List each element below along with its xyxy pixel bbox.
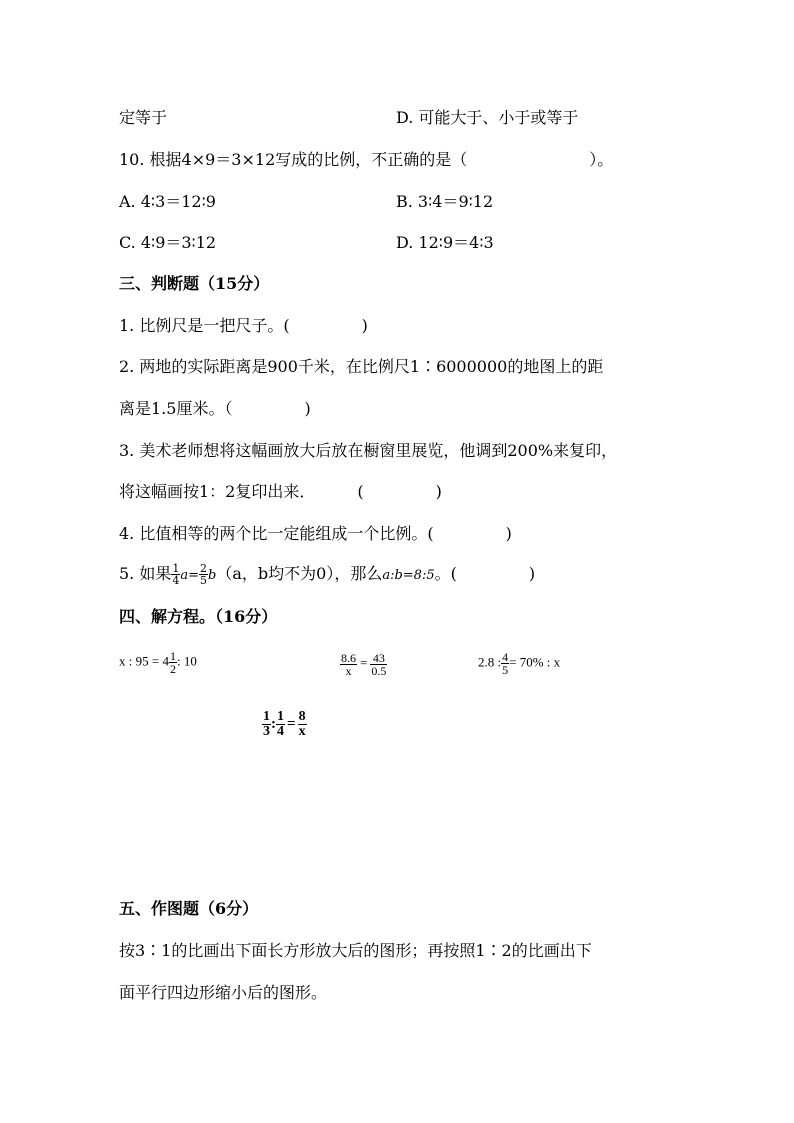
section5-line2: 面平行四边形缩小后的图形。	[119, 983, 328, 1002]
fraction-numerator: 8.6	[341, 651, 356, 665]
q10-stem	[119, 149, 613, 171]
fraction-numerator: 4	[502, 650, 509, 664]
judge-item-3-line2	[119, 481, 442, 503]
equation-1-left: x : 95 = 4	[119, 653, 169, 669]
judge-item-4-text: 4. 比值相等的两个比一定能组成一个比例。(	[119, 524, 434, 543]
judge-item-2-line1: 2. 两地的实际距离是900千米，在比例尺1∶6000000的地图上的距	[119, 357, 604, 376]
q10-option-d: D. 12∶9＝4∶3	[396, 233, 494, 252]
variable-a: a	[180, 568, 189, 583]
equation-3-left: 2.8 :	[478, 654, 502, 670]
fraction	[298, 710, 307, 739]
equation-4	[262, 710, 307, 739]
q10-option-c: C. 4∶9＝3∶12	[119, 233, 217, 252]
q10-stem-text: 10. 根据4×9＝3×12写成的比例，不正确的是（	[119, 150, 468, 169]
q10-option-b: B. 3∶4＝9∶12	[396, 192, 494, 211]
equation-3-right: = 70% : x	[509, 654, 561, 670]
equals-sign: =	[287, 715, 296, 732]
fraction-denominator: 5	[200, 574, 208, 587]
fraction-denominator: 5	[502, 663, 509, 677]
judge-item-3-open: (	[357, 482, 364, 501]
fraction-numerator: 8	[298, 709, 306, 724]
equation-2	[340, 652, 387, 677]
fraction	[169, 650, 177, 675]
fraction-numerator: 43	[370, 652, 387, 665]
section5-title: 五、作图题（6分）	[119, 899, 259, 918]
variable-b: b	[208, 568, 217, 583]
colon: :	[271, 715, 276, 732]
fraction-numerator: 1	[172, 562, 180, 575]
equation-1	[119, 650, 197, 675]
fraction-denominator: 2	[169, 662, 176, 676]
fraction-denominator: x	[345, 664, 352, 678]
q9-tail-left: 定等于	[119, 108, 168, 127]
section3-title: 三、判断题（15分）	[119, 274, 270, 293]
fraction	[171, 563, 180, 586]
judge-item-3-text: 将这幅画按1：2复印出来．	[119, 482, 316, 501]
fraction-denominator: 0.5	[371, 664, 387, 678]
fraction-numerator: 1	[169, 649, 176, 663]
fraction	[276, 710, 285, 739]
section5-line1: 按3∶1的比画出下面长方形放大后的图形；再按照1∶2的比画出下	[119, 941, 592, 960]
judge-item-1	[119, 315, 368, 337]
judge-item-3-line1: 3. 美术老师想将这幅画放大后放在橱窗里展览，他调到200%来复印，	[119, 441, 618, 460]
equation-3	[478, 651, 560, 676]
q10-close: ）。	[589, 150, 614, 169]
judge-item-5-prefix: 5. 如果	[119, 564, 172, 583]
fraction-denominator: 4	[172, 574, 180, 587]
q10-option-a: A. 4∶3＝12∶9	[119, 192, 216, 211]
equation-1-right: : 10	[176, 653, 197, 669]
judge-item-5-close: )	[528, 564, 536, 583]
judge-item-3-close: )	[435, 482, 442, 501]
judge-item-4-close: )	[505, 524, 512, 543]
judge-item-5	[119, 563, 535, 587]
ratio-expression: a:b=8:5	[382, 568, 435, 583]
fraction	[501, 651, 509, 676]
section4-title: 四、解方程。（16分）	[119, 607, 278, 626]
fraction	[262, 710, 271, 739]
judge-item-1-close: )	[361, 316, 368, 335]
judge-item-2-close: )	[304, 399, 311, 418]
fraction-numerator: 2	[200, 562, 208, 575]
judge-item-4	[119, 523, 512, 545]
fraction	[199, 563, 208, 586]
fraction	[370, 652, 387, 677]
judge-item-2-line2	[119, 398, 311, 420]
judge-item-5-middle: （a，b均不为0），那么	[216, 564, 383, 583]
fraction-denominator: x	[298, 724, 306, 739]
equals-sign: =	[188, 568, 200, 583]
fraction-numerator: 1	[263, 709, 270, 724]
fraction-denominator: 4	[277, 724, 284, 739]
fraction	[340, 652, 357, 677]
fraction-denominator: 3	[263, 724, 270, 739]
judge-item-5-tail: 。(	[434, 564, 457, 583]
equals-sign: =	[360, 655, 368, 671]
fraction-numerator: 1	[277, 709, 284, 724]
judge-item-2-text: 离是1.5厘米。（	[119, 399, 233, 418]
q9-option-d: D. 可能大于、小于或等于	[396, 108, 579, 127]
judge-item-1-text: 1. 比例尺是一把尺子。(	[119, 316, 290, 335]
